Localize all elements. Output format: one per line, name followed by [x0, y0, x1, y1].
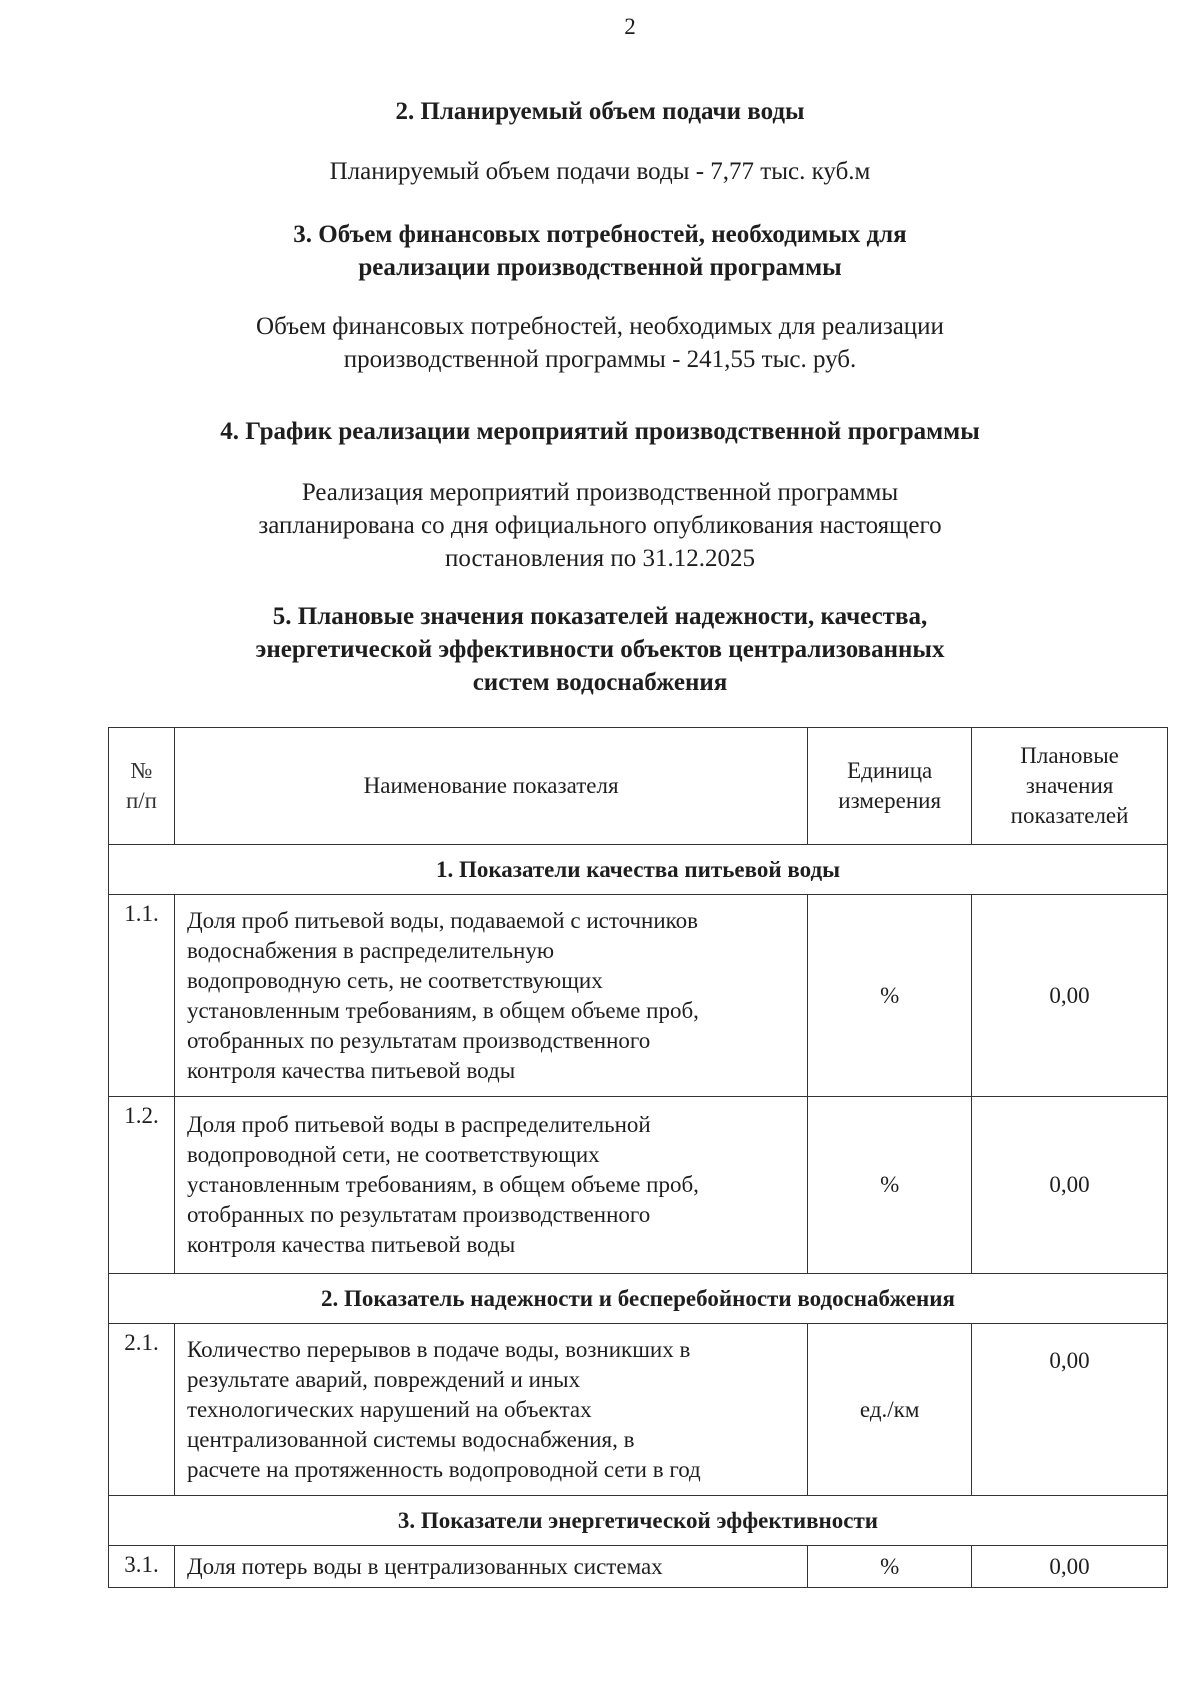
row-name-line: установленным требованиям, в общем объеме проб,: [186, 997, 699, 1023]
row-unit-cell: ед./км: [808, 1324, 972, 1496]
indicators-table: [108, 727, 1168, 1588]
section-4-text-line: запланирована со дня официального опубликования настоящего: [258, 512, 942, 539]
row-num-cell: 3.1.: [109, 1546, 175, 1588]
page-number: 2: [624, 14, 636, 39]
row-name-line: Доля проб питьевой воды, подаваемой с источников: [186, 907, 699, 933]
section-3-heading-line: 3. Объем финансовых потребностей, необходимых для: [293, 221, 907, 248]
row-unit-cell: %: [808, 1546, 972, 1588]
row-value-cell: 0,00: [972, 1324, 1168, 1496]
row-name-line: Доля потерь воды в централизованных системах: [186, 1553, 663, 1579]
section-5-heading-line: 5. Плановые значения показателей надежности, качества,: [272, 603, 928, 630]
row-name-line: Количество перерывов в подаче воды, возникших в: [186, 1336, 691, 1362]
section-3-text: [0, 310, 1200, 376]
row-num-cell: 1.1.: [109, 895, 175, 1097]
table-section-row: [109, 1496, 1168, 1546]
row-unit-cell: %: [808, 895, 972, 1097]
row-name-line: отобранных по результатам производственного: [186, 1027, 651, 1053]
table-section-row: [109, 845, 1168, 895]
section-title-cell: 1. Показатели качества питьевой воды: [109, 845, 1168, 895]
header-unit-cell: [808, 728, 972, 845]
header-value-line: значения: [1025, 773, 1114, 798]
row-value-cell: 0,00: [972, 895, 1168, 1097]
section-3-text-line: Объем финансовых потребностей, необходимых для реализации: [256, 313, 944, 340]
row-name-line: результате аварий, повреждений и иных: [186, 1366, 581, 1392]
header-value-line: Плановые: [1020, 743, 1119, 768]
header-unit-line: Единица: [847, 758, 933, 783]
row-name-cell: [174, 895, 807, 1097]
row-name-line: контроля качества питьевой воды: [186, 1232, 516, 1257]
section-5-heading: [0, 600, 1200, 699]
row-name-line: технологических нарушений на объектах: [186, 1396, 592, 1422]
section-3-heading-line: реализации производственной программы: [358, 254, 842, 281]
section-title-cell: 3. Показатели энергетической эффективности: [109, 1496, 1168, 1546]
header-num-line: №: [130, 758, 153, 783]
section-2-text: Планируемый объем подачи воды - 7,77 тыс. куб.м: [329, 158, 871, 185]
header-value-cell: [972, 728, 1168, 845]
table-row: [109, 1324, 1168, 1496]
section-2-heading: 2. Планируемый объем подачи воды: [395, 98, 805, 125]
section-3-heading: [0, 218, 1200, 284]
row-name-line: установленным требованиям, в общем объеме проб,: [186, 1172, 699, 1197]
section-4-text-line: постановления по 31.12.2025: [445, 545, 755, 572]
row-num-cell: 1.2.: [109, 1097, 175, 1274]
row-name-line: Доля проб питьевой воды в распределительной: [186, 1112, 651, 1137]
row-name-line: водопроводную сеть, не соответствующих: [186, 967, 603, 993]
row-value-cell: 0,00: [972, 1546, 1168, 1588]
row-name-line: отобранных по результатам производственного: [186, 1202, 651, 1227]
row-name-line: водоснабжения в распределительную: [186, 937, 555, 963]
row-name-cell: [174, 1546, 807, 1588]
row-unit-cell: %: [808, 1097, 972, 1274]
row-name-line: расчете на протяженность водопроводной сети в год: [186, 1456, 701, 1482]
row-name-line: водопроводной сети, не соответствующих: [186, 1142, 600, 1167]
header-num-line: п/п: [125, 788, 157, 813]
table-row: [109, 1546, 1168, 1588]
section-5-heading-line: энергетической эффективности объектов централизованных: [255, 636, 945, 663]
table-header-row: [109, 728, 1168, 845]
table-row: [109, 895, 1168, 1097]
header-value-line: показателей: [1010, 803, 1129, 828]
row-name-cell: [174, 1324, 807, 1496]
header-unit-line: измерения: [838, 788, 942, 813]
header-name-cell: Наименование показателя: [174, 728, 807, 845]
section-5-heading-line: систем водоснабжения: [472, 669, 728, 696]
row-name-line: контроля качества питьевой воды: [186, 1057, 516, 1083]
row-num-cell: 2.1.: [109, 1324, 175, 1496]
row-name-line: централизованной системы водоснабжения, в: [186, 1426, 635, 1452]
section-3-text-line: производственной программы - 241,55 тыс. руб.: [343, 346, 857, 373]
section-title-cell: 2. Показатель надежности и бесперебойности водоснабжения: [109, 1274, 1168, 1324]
row-value-cell: 0,00: [972, 1097, 1168, 1274]
section-4-text-line: Реализация мероприятий производственной программы: [301, 479, 899, 506]
header-num-cell: [109, 728, 175, 845]
row-name-cell: [174, 1097, 807, 1274]
section-4-text: [0, 476, 1200, 575]
table-row: [109, 1097, 1168, 1274]
section-4-heading: 4. График реализации мероприятий производственной программы: [220, 418, 980, 445]
table-section-row: [109, 1274, 1168, 1324]
